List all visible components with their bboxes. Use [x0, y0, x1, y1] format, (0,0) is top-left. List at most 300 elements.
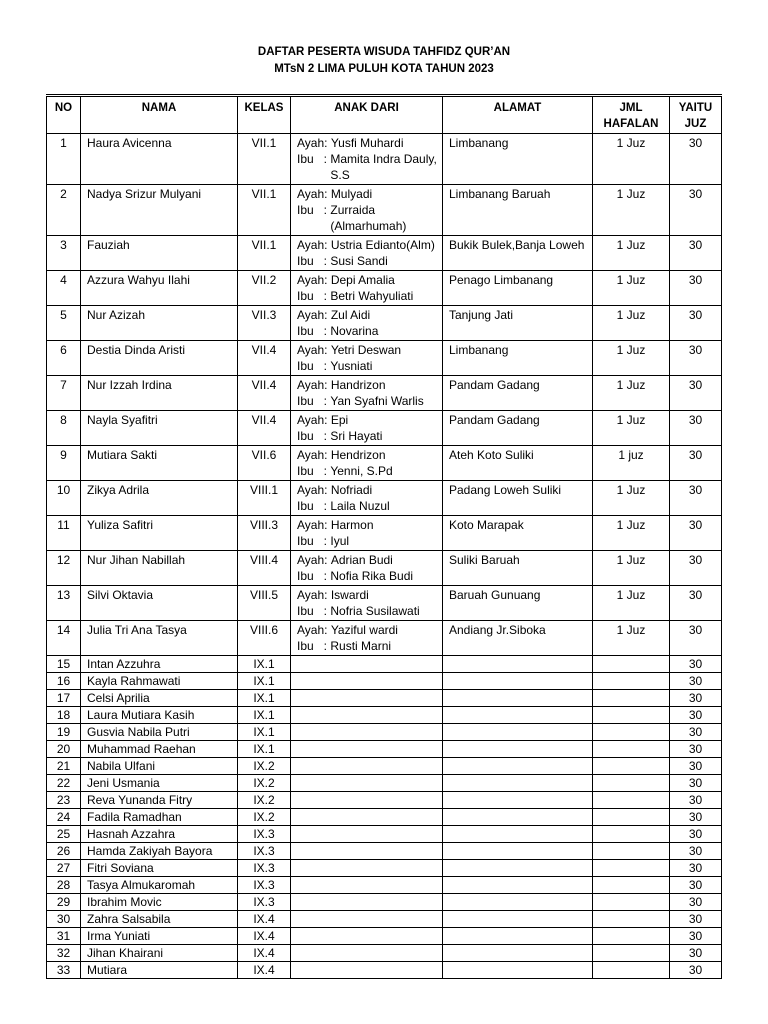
cell-alamat: Pandam Gadang: [443, 411, 593, 446]
cell-anak-dari: [291, 446, 443, 481]
document-title: [0, 44, 768, 78]
table-row: [47, 134, 722, 185]
cell-nama: Muhammad Raehan: [81, 741, 238, 758]
cell-kelas: IX.3: [238, 860, 291, 877]
cell-jml-hafalan: [593, 690, 670, 707]
cell-kelas: VII.1: [238, 236, 291, 271]
ibu-name: Rusti Marni: [330, 639, 392, 653]
cell-kelas: VII.1: [238, 134, 291, 185]
ibu-name: Novarina: [330, 324, 379, 338]
ibu-line: [297, 151, 439, 183]
cell-juz: 30: [670, 860, 722, 877]
cell-jml-hafalan: 1 Juz: [593, 621, 670, 656]
ayah-name: Handrizon: [330, 378, 386, 392]
header-nama: NAMA: [81, 96, 238, 134]
ayah-name: Adrian Budi: [330, 553, 393, 567]
title-line-1: DAFTAR PESERTA WISUDA TAHFIDZ QUR’AN: [257, 46, 511, 58]
cell-alamat: [443, 945, 593, 962]
cell-anak-dari: [291, 843, 443, 860]
cell-jml-hafalan: 1 Juz: [593, 236, 670, 271]
table-row: [47, 446, 722, 481]
cell-no: 14: [47, 621, 81, 656]
cell-juz: 30: [670, 656, 722, 673]
cell-kelas: IX.4: [238, 911, 291, 928]
cell-alamat: Penago Limbanang: [443, 271, 593, 306]
cell-nama: Silvi Oktavia: [81, 586, 238, 621]
cell-kelas: IX.2: [238, 809, 291, 826]
ayah-name: Mulyadi: [330, 187, 373, 201]
table-row: [47, 236, 722, 271]
ayah-line: [297, 342, 439, 358]
cell-alamat: [443, 724, 593, 741]
cell-no: 21: [47, 758, 81, 775]
cell-kelas: IX.1: [238, 724, 291, 741]
cell-kelas: IX.1: [238, 690, 291, 707]
cell-no: 13: [47, 586, 81, 621]
cell-jml-hafalan: [593, 775, 670, 792]
ibu-label: Ibu :: [297, 499, 331, 513]
cell-juz: 30: [670, 724, 722, 741]
table-row: [47, 877, 722, 894]
ayah-line: [297, 272, 439, 288]
header-anak-dari: ANAK DARI: [291, 96, 443, 134]
table-row: [47, 911, 722, 928]
cell-no: 7: [47, 376, 81, 411]
ibu-name: Betri Wahyuliati: [330, 289, 414, 303]
cell-juz: 30: [670, 758, 722, 775]
cell-kelas: VIII.6: [238, 621, 291, 656]
cell-jml-hafalan: 1 Juz: [593, 341, 670, 376]
ayah-label: Ayah:: [297, 588, 331, 602]
cell-juz: 30: [670, 306, 722, 341]
ibu-label: Ibu :: [297, 429, 331, 443]
ibu-label: Ibu :: [297, 289, 331, 303]
ibu-name: Yusniati: [330, 359, 373, 373]
ibu-line: [297, 202, 439, 234]
cell-no: 30: [47, 911, 81, 928]
ayah-label: Ayah:: [297, 343, 331, 357]
cell-jml-hafalan: [593, 741, 670, 758]
ibu-line: [297, 428, 439, 444]
cell-no: 4: [47, 271, 81, 306]
cell-anak-dari: [291, 826, 443, 843]
cell-juz: 30: [670, 928, 722, 945]
cell-no: 27: [47, 860, 81, 877]
cell-jml-hafalan: [593, 945, 670, 962]
ayah-line: [297, 135, 439, 151]
cell-anak-dari: [291, 877, 443, 894]
cell-no: 26: [47, 843, 81, 860]
cell-juz: 30: [670, 621, 722, 656]
ibu-name: Susi Sandi: [330, 254, 388, 268]
table-row: [47, 928, 722, 945]
ayah-line: [297, 412, 439, 428]
cell-jml-hafalan: 1 Juz: [593, 481, 670, 516]
ayah-name: Depi Amalia: [330, 273, 395, 287]
cell-anak-dari: [291, 236, 443, 271]
cell-alamat: Bukik Bulek,Banja Loweh: [443, 236, 593, 271]
table-row: [47, 843, 722, 860]
table-row: [47, 656, 722, 673]
cell-anak-dari: [291, 376, 443, 411]
cell-alamat: [443, 894, 593, 911]
cell-alamat: Limbanang Baruah: [443, 185, 593, 236]
cell-kelas: IX.4: [238, 962, 291, 979]
cell-alamat: [443, 741, 593, 758]
cell-kelas: VIII.1: [238, 481, 291, 516]
cell-juz: 30: [670, 911, 722, 928]
cell-nama: Mutiara Sakti: [81, 446, 238, 481]
cell-nama: Nur Azizah: [81, 306, 238, 341]
cell-no: 18: [47, 707, 81, 724]
cell-no: 10: [47, 481, 81, 516]
cell-alamat: Limbanang: [443, 134, 593, 185]
ibu-label: Ibu :: [297, 254, 331, 268]
cell-nama: Jeni Usmania: [81, 775, 238, 792]
cell-anak-dari: [291, 516, 443, 551]
header-alamat: ALAMAT: [443, 96, 593, 134]
cell-no: 16: [47, 673, 81, 690]
table-row: [47, 481, 722, 516]
cell-kelas: VII.6: [238, 446, 291, 481]
table-row: [47, 341, 722, 376]
ayah-label: Ayah:: [297, 308, 331, 322]
cell-juz: 30: [670, 877, 722, 894]
cell-kelas: VIII.5: [238, 586, 291, 621]
ayah-name: Hendrizon: [330, 448, 386, 462]
cell-jml-hafalan: [593, 860, 670, 877]
cell-nama: Zahra Salsabila: [81, 911, 238, 928]
cell-juz: 30: [670, 516, 722, 551]
ayah-name: Yaziful wardi: [330, 623, 398, 637]
cell-jml-hafalan: 1 Juz: [593, 411, 670, 446]
ayah-name: Iswardi: [330, 588, 369, 602]
cell-juz: 30: [670, 376, 722, 411]
table-header-row: [47, 96, 722, 134]
ayah-name: Ustria Edianto(Alm): [330, 238, 435, 252]
ayah-label: Ayah:: [297, 518, 331, 532]
cell-anak-dari: [291, 792, 443, 809]
cell-jml-hafalan: 1 Juz: [593, 516, 670, 551]
cell-anak-dari: [291, 673, 443, 690]
ibu-label: Ibu :: [297, 324, 331, 338]
ibu-label: Ibu :: [297, 604, 331, 618]
cell-nama: Julia Tri Ana Tasya: [81, 621, 238, 656]
ayah-line: [297, 186, 439, 202]
cell-nama: Ibrahim Movic: [81, 894, 238, 911]
cell-anak-dari: [291, 411, 443, 446]
cell-no: 15: [47, 656, 81, 673]
cell-alamat: [443, 673, 593, 690]
cell-alamat: [443, 962, 593, 979]
cell-kelas: IX.3: [238, 826, 291, 843]
cell-nama: Zikya Adrila: [81, 481, 238, 516]
cell-kelas: VII.4: [238, 376, 291, 411]
cell-jml-hafalan: 1 Juz: [593, 551, 670, 586]
cell-kelas: IX.1: [238, 707, 291, 724]
cell-anak-dari: [291, 962, 443, 979]
cell-kelas: VIII.3: [238, 516, 291, 551]
ibu-name: Zurraida (Almarhumah): [330, 203, 407, 233]
ibu-label: Ibu :: [297, 464, 331, 478]
cell-anak-dari: [291, 945, 443, 962]
header-jml-hafalan: [593, 96, 670, 134]
cell-no: 19: [47, 724, 81, 741]
cell-jml-hafalan: [593, 724, 670, 741]
cell-no: 23: [47, 792, 81, 809]
cell-jml-hafalan: 1 Juz: [593, 586, 670, 621]
cell-anak-dari: [291, 656, 443, 673]
table-row: [47, 724, 722, 741]
cell-nama: Hasnah Azzahra: [81, 826, 238, 843]
ibu-line: [297, 323, 439, 339]
cell-juz: 30: [670, 411, 722, 446]
cell-anak-dari: [291, 134, 443, 185]
cell-anak-dari: [291, 306, 443, 341]
cell-jml-hafalan: [593, 673, 670, 690]
cell-nama: Fadila Ramadhan: [81, 809, 238, 826]
cell-anak-dari: [291, 724, 443, 741]
cell-nama: Nayla Syafitri: [81, 411, 238, 446]
cell-no: 3: [47, 236, 81, 271]
cell-nama: Haura Avicenna: [81, 134, 238, 185]
cell-nama: Laura Mutiara Kasih: [81, 707, 238, 724]
ibu-name: Yenni, S.Pd: [330, 464, 393, 478]
ibu-line: [297, 533, 439, 549]
cell-anak-dari: [291, 621, 443, 656]
ayah-name: Epi: [330, 413, 349, 427]
cell-juz: 30: [670, 341, 722, 376]
cell-nama: Gusvia Nabila Putri: [81, 724, 238, 741]
cell-nama: Nadya Srizur Mulyani: [81, 185, 238, 236]
cell-anak-dari: [291, 707, 443, 724]
cell-alamat: [443, 809, 593, 826]
cell-no: 17: [47, 690, 81, 707]
cell-juz: 30: [670, 792, 722, 809]
table-row: [47, 707, 722, 724]
cell-juz: 30: [670, 673, 722, 690]
cell-jml-hafalan: [593, 911, 670, 928]
table-row: [47, 516, 722, 551]
cell-no: 5: [47, 306, 81, 341]
cell-alamat: [443, 877, 593, 894]
cell-nama: Reva Yunanda Fitry: [81, 792, 238, 809]
cell-kelas: VII.4: [238, 411, 291, 446]
ibu-name: Iyul: [330, 534, 350, 548]
ayah-name: Nofriadi: [330, 483, 373, 497]
cell-nama: Fitri Soviana: [81, 860, 238, 877]
participant-table: [46, 94, 722, 979]
cell-juz: 30: [670, 446, 722, 481]
ayah-line: [297, 307, 439, 323]
ayah-label: Ayah:: [297, 238, 331, 252]
cell-no: 12: [47, 551, 81, 586]
cell-juz: 30: [670, 945, 722, 962]
cell-alamat: [443, 928, 593, 945]
cell-nama: Destia Dinda Aristi: [81, 341, 238, 376]
cell-anak-dari: [291, 185, 443, 236]
table-row: [47, 411, 722, 446]
ibu-name: Mamita Indra Dauly, S.S: [330, 152, 437, 182]
cell-nama: Azzura Wahyu Ilahi: [81, 271, 238, 306]
ibu-line: [297, 358, 439, 374]
cell-juz: 30: [670, 185, 722, 236]
ayah-line: [297, 587, 439, 603]
cell-anak-dari: [291, 271, 443, 306]
cell-kelas: IX.2: [238, 792, 291, 809]
ayah-label: Ayah:: [297, 553, 331, 567]
cell-jml-hafalan: [593, 826, 670, 843]
cell-kelas: IX.2: [238, 758, 291, 775]
cell-no: 6: [47, 341, 81, 376]
cell-juz: 30: [670, 690, 722, 707]
title-line-2: MTsN 2 LIMA PULUH KOTA TAHUN 2023: [274, 63, 494, 75]
cell-no: 1: [47, 134, 81, 185]
ibu-line: [297, 463, 439, 479]
cell-anak-dari: [291, 775, 443, 792]
ibu-line: [297, 638, 439, 654]
ayah-name: Harmon: [330, 518, 374, 532]
cell-jml-hafalan: [593, 809, 670, 826]
cell-juz: 30: [670, 962, 722, 979]
ibu-label: Ibu :: [297, 639, 331, 653]
ibu-label: Ibu :: [297, 569, 331, 583]
table-row: [47, 826, 722, 843]
cell-juz: 30: [670, 134, 722, 185]
cell-nama: Fauziah: [81, 236, 238, 271]
ibu-name: Yan Syafni Warlis: [330, 394, 424, 408]
cell-kelas: IX.2: [238, 775, 291, 792]
cell-alamat: [443, 843, 593, 860]
cell-kelas: IX.3: [238, 843, 291, 860]
cell-juz: 30: [670, 481, 722, 516]
ibu-name: Laila Nuzul: [330, 499, 390, 513]
cell-alamat: Baruah Gunuang: [443, 586, 593, 621]
cell-jml-hafalan: 1 Juz: [593, 134, 670, 185]
cell-nama: Intan Azzuhra: [81, 656, 238, 673]
cell-kelas: IX.4: [238, 928, 291, 945]
cell-alamat: [443, 792, 593, 809]
table-row: [47, 741, 722, 758]
cell-no: 33: [47, 962, 81, 979]
cell-kelas: IX.3: [238, 877, 291, 894]
cell-anak-dari: [291, 481, 443, 516]
header-yaitu-line2: JUZ: [684, 118, 707, 130]
header-no: NO: [47, 96, 81, 134]
cell-nama: Nabila Ulfani: [81, 758, 238, 775]
cell-alamat: [443, 911, 593, 928]
cell-no: 20: [47, 741, 81, 758]
cell-kelas: IX.1: [238, 741, 291, 758]
ayah-label: Ayah:: [297, 378, 331, 392]
ayah-name: Yusfi Muhardi: [330, 136, 404, 150]
header-yaitu-line1: YAITU: [678, 102, 713, 114]
cell-kelas: IX.1: [238, 673, 291, 690]
cell-alamat: [443, 656, 593, 673]
cell-jml-hafalan: [593, 843, 670, 860]
cell-nama: Kayla Rahmawati: [81, 673, 238, 690]
ayah-label: Ayah:: [297, 273, 331, 287]
cell-alamat: [443, 707, 593, 724]
ayah-line: [297, 622, 439, 638]
cell-juz: 30: [670, 551, 722, 586]
table-row: [47, 962, 722, 979]
cell-alamat: [443, 690, 593, 707]
ibu-line: [297, 603, 439, 619]
ibu-line: [297, 393, 439, 409]
cell-juz: 30: [670, 809, 722, 826]
cell-nama: Nur Jihan Nabillah: [81, 551, 238, 586]
table-row: [47, 945, 722, 962]
table-row: [47, 185, 722, 236]
cell-anak-dari: [291, 809, 443, 826]
cell-anak-dari: [291, 690, 443, 707]
ayah-line: [297, 517, 439, 533]
ibu-line: [297, 498, 439, 514]
table-row: [47, 376, 722, 411]
cell-kelas: IX.4: [238, 945, 291, 962]
cell-anak-dari: [291, 911, 443, 928]
cell-juz: 30: [670, 586, 722, 621]
cell-no: 31: [47, 928, 81, 945]
cell-jml-hafalan: [593, 962, 670, 979]
table-body: [47, 134, 722, 979]
cell-juz: 30: [670, 826, 722, 843]
table-row: [47, 551, 722, 586]
cell-anak-dari: [291, 928, 443, 945]
cell-kelas: VII.1: [238, 185, 291, 236]
cell-alamat: Tanjung Jati: [443, 306, 593, 341]
cell-juz: 30: [670, 843, 722, 860]
cell-alamat: [443, 775, 593, 792]
ayah-line: [297, 552, 439, 568]
cell-kelas: VIII.4: [238, 551, 291, 586]
cell-jml-hafalan: 1 Juz: [593, 306, 670, 341]
cell-no: 11: [47, 516, 81, 551]
ibu-name: Nofria Susilawati: [330, 604, 420, 618]
cell-no: 28: [47, 877, 81, 894]
table-row: [47, 792, 722, 809]
cell-no: 29: [47, 894, 81, 911]
cell-jml-hafalan: [593, 656, 670, 673]
cell-jml-hafalan: 1 Juz: [593, 271, 670, 306]
header-jml-line2: HAFALAN: [603, 118, 659, 130]
ibu-label: Ibu :: [297, 359, 331, 373]
cell-nama: Yuliza Safitri: [81, 516, 238, 551]
cell-no: 9: [47, 446, 81, 481]
ayah-line: [297, 482, 439, 498]
ibu-line: [297, 288, 439, 304]
ayah-label: Ayah:: [297, 483, 331, 497]
cell-anak-dari: [291, 586, 443, 621]
cell-no: 24: [47, 809, 81, 826]
cell-nama: Irma Yuniati: [81, 928, 238, 945]
table-row: [47, 690, 722, 707]
ibu-label: Ibu :: [297, 394, 331, 408]
ayah-label: Ayah:: [297, 448, 331, 462]
cell-anak-dari: [291, 741, 443, 758]
table-row: [47, 758, 722, 775]
cell-nama: Mutiara: [81, 962, 238, 979]
cell-alamat: [443, 758, 593, 775]
cell-jml-hafalan: [593, 928, 670, 945]
cell-juz: 30: [670, 741, 722, 758]
ibu-label: Ibu :: [297, 534, 331, 548]
cell-jml-hafalan: [593, 758, 670, 775]
table-row: [47, 673, 722, 690]
ibu-name: Nofia Rika Budi: [330, 569, 414, 583]
cell-jml-hafalan: 1 Juz: [593, 185, 670, 236]
